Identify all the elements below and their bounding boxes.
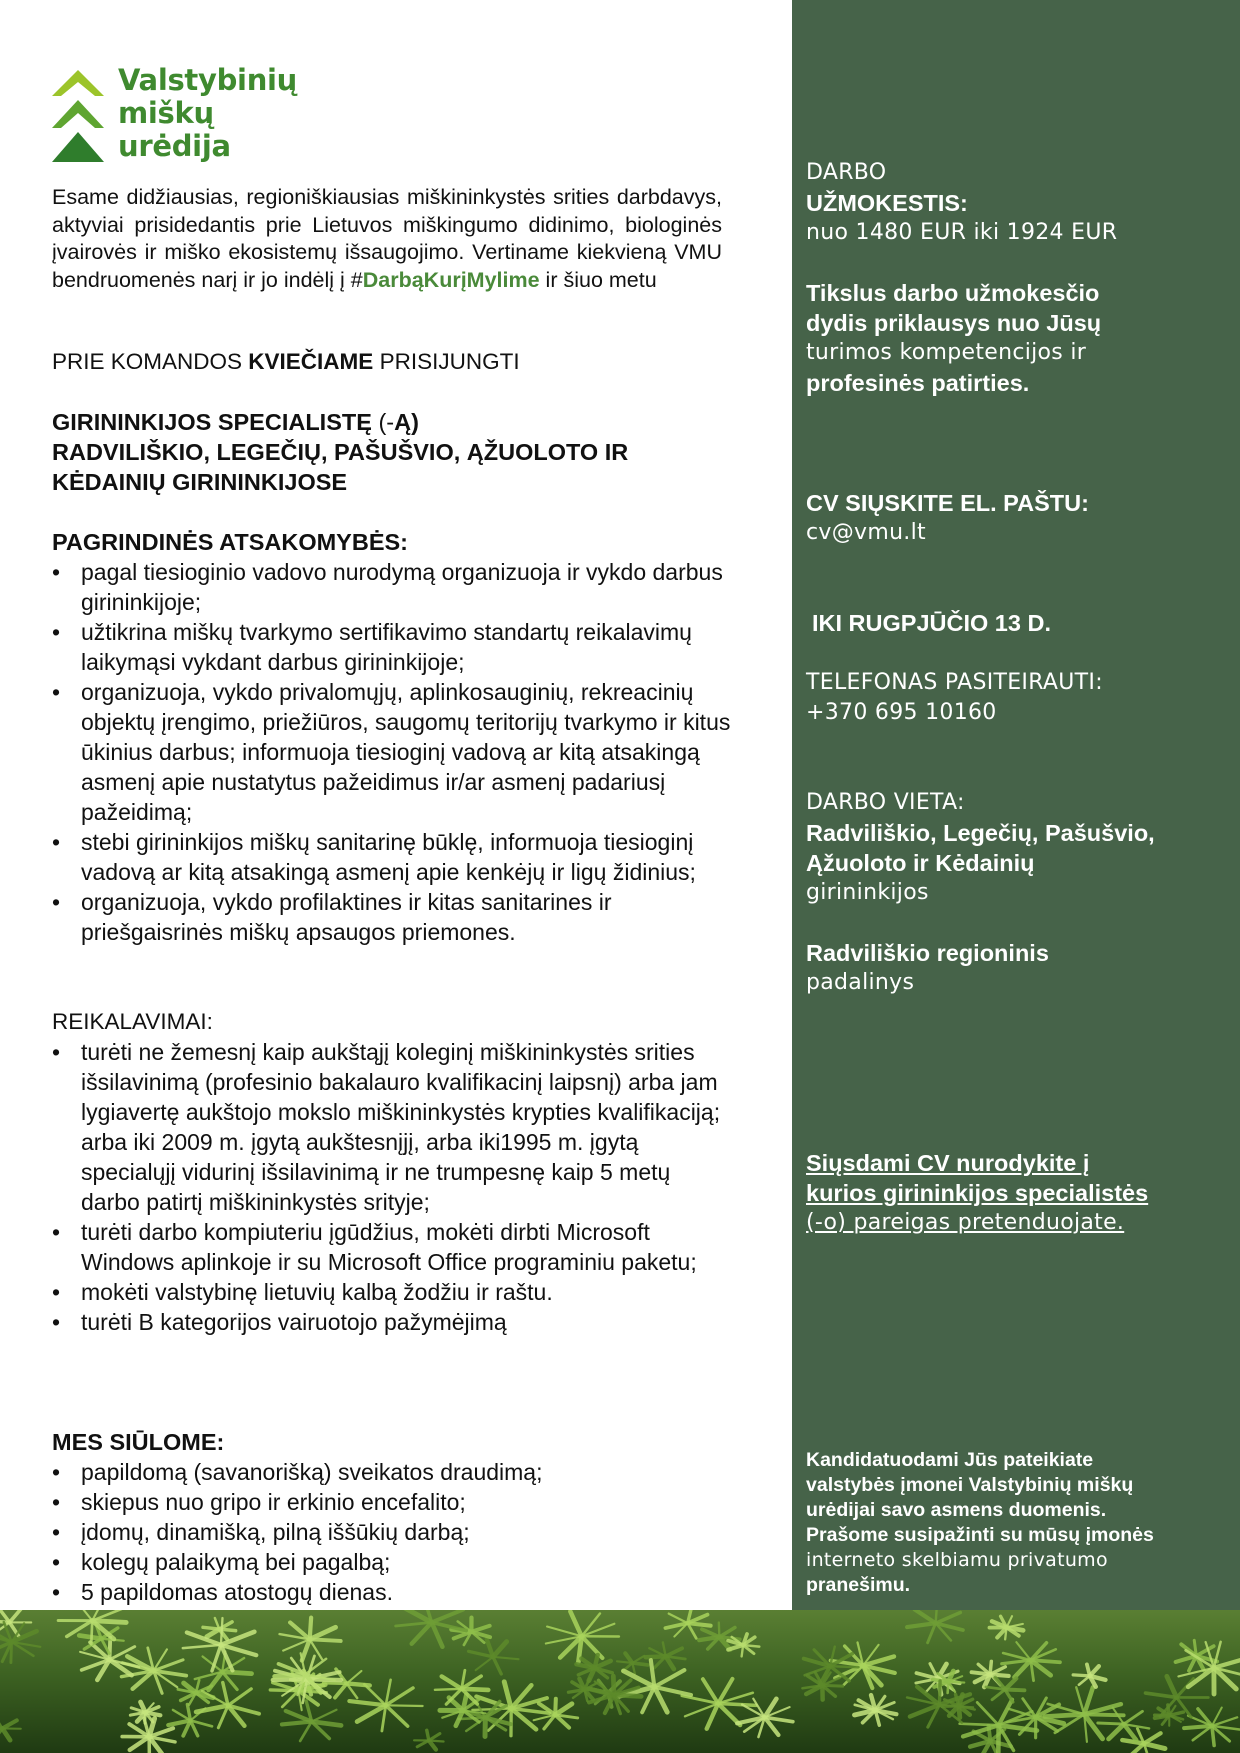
workplace-block [806,788,1226,908]
phone-block [806,668,1226,728]
cv-block [806,488,1226,548]
phone-number[interactable]: +370 695 10160 [806,700,997,725]
unit-block [806,938,1226,998]
moss-frond [1177,1679,1194,1698]
cv-note-line-2: kurios girininkijos specialistės [806,1180,1149,1206]
moss-frond [666,1648,682,1656]
moss-frond [1122,1740,1144,1743]
moss-frond [462,1689,489,1690]
cv-email-link[interactable]: cv@vmu.lt [806,520,926,545]
list-item: • 5 papildomas atostogų dienas. [52,1577,732,1607]
moss-frond [613,1676,614,1695]
exact-salary-note [806,278,1226,398]
moss-frond [145,1707,158,1713]
list-item: • kolegų palaikymą bei pagalbą; [52,1547,732,1577]
moss-frond [493,1657,501,1674]
vmu-logo [52,63,298,174]
moss-frond [719,1623,720,1637]
moss-frond [91,1621,92,1645]
moss-frond [187,1632,221,1644]
cv-note-line-3: (-o) pareigas pretenduojate. [806,1210,1125,1235]
moss-frond [386,1705,423,1706]
logo-line-2: miškų [118,96,214,130]
moss-frond [435,1689,462,1690]
moss-frond [2,1720,16,1728]
moss-frond [669,1614,688,1624]
moss-frond [992,1690,1005,1700]
privacy-line-2: valstybės įmonei Valstybinių miškų [806,1474,1134,1496]
moss-frond [555,1704,572,1715]
responsibilities-section [52,527,732,947]
list-item: • užtikrina miškų tvarkymo sertifikavimo standartų reikalavimų laikymąsi vykdant darbus girininkijoje; [52,617,732,677]
moss-frond [1045,1714,1084,1716]
moss-frond [493,1642,507,1657]
moss-frond [471,1626,489,1632]
moss-frond [347,1671,362,1684]
tree-logo-icon [52,66,104,166]
moss-frond [10,1610,21,1622]
requirements-heading: REIKALAVIMAI: [52,1009,213,1034]
invite-line [52,347,732,377]
job-title-end: Ą) [394,409,419,435]
job-title-line-2: RADVILIŠKIO, LEGEČIŲ, PAŠUŠVIO, ĄŽUOLOTO IR [52,439,629,465]
moss-frond [203,1627,219,1629]
privacy-notice [806,1448,1226,1598]
moss-frond [1196,1646,1213,1656]
moss-frond [960,1724,999,1726]
moss-frond [228,1689,251,1706]
job-title-line-1 [52,407,732,437]
exact-line-2: dydis priklausys nuo Jūsų [806,310,1102,336]
privacy-line-6: pranešimu. [806,1574,911,1596]
moss-frond [1212,1726,1214,1746]
list-item: • stebi girininkijos miškų sanitarinę būklę, informuoja tiesioginį vadovą ar kitą atsakingą asmenį apie kenkėjų ir ligų židinius; [52,827,732,887]
moss-frond [1167,1676,1177,1697]
moss-photo [0,1610,1240,1753]
moss-frond [493,1657,519,1659]
intro-paragraph [52,184,722,294]
salary-label-1: DARBO [806,160,887,185]
list-item: • pagal tiesioginio vadovo nurodymą organizuoja ir vykdo darbus girininkijoje; [52,557,732,617]
job-title-mid: (- [371,409,395,435]
moss-frond [1098,1723,1124,1724]
hashtag: DarbąKurįMylime [362,267,540,292]
responsibilities-heading: PAGRINDINĖS ATSAKOMYBĖS: [52,529,408,555]
privacy-line-4: Prašome susipažinti su mūsų įmonės [806,1524,1154,1546]
moss-frond [1144,1743,1165,1748]
moss-frond [1090,1666,1099,1676]
cv-label: CV SIŲSKITE EL. PAŠTU: [806,490,1089,516]
cv-note-line-1: Siųsdami CV nurodykite į [806,1150,1090,1176]
moss-frond [335,1683,347,1697]
workplace-label: DARBO VIETA: [806,790,965,815]
moss-frond [222,1672,251,1674]
moss-frond [907,1623,936,1627]
privacy-line-3: urėdijai savo asmens duomenis. [806,1499,1107,1521]
moss-frond [1194,1640,1196,1656]
moss-frond [310,1618,311,1640]
moss-frond [914,1610,935,1623]
moss-frond [702,1629,719,1637]
moss-frond [1144,1733,1161,1743]
moss-frond [936,1612,961,1623]
salary-label-2: UŽMOKESTIS: [806,190,968,216]
offer-list [52,1457,732,1607]
phone-label: TELEFONAS PASITEIRAUTI: [806,670,1103,695]
unit-line-1: Radviliškio regioninis [806,940,1049,966]
moss-frond [357,1705,386,1721]
logo-wordmark [118,64,297,163]
moss-frond [1076,1687,1084,1714]
invite-bold: KVIEČIAME [248,349,374,374]
job-title [52,407,732,497]
moss-frond [632,1663,647,1665]
moss-frond [312,1710,337,1722]
moss-frond [1124,1711,1143,1724]
salary-value: nuo 1480 EUR iki 1924 EUR [806,220,1118,245]
list-item: • papildomą (savanorišką) sveikatos draudimą; [52,1457,732,1487]
moss-frond [1109,1724,1124,1739]
moss-frond [977,1702,998,1725]
moss-frond [109,1638,110,1660]
list-item: • turėti darbo kompiuteriu įgūdžius, mokėti dirbti Microsoft Windows aplinkoje ir su Microsoft Office programiniu paketu; [52,1217,732,1277]
moss-frond [305,1659,326,1675]
moss-frond [412,1622,432,1643]
workplace-line-1: Radviliškio, Legečių, Pašušvio, [806,820,1155,846]
exact-line-4: profesinės patirties. [806,370,1030,396]
moss-frond [386,1705,408,1726]
offer-section [52,1427,732,1607]
moss-frond [442,1676,462,1688]
responsibilities-list [52,557,732,947]
workplace-line-3: girininkijos [806,880,929,905]
list-item: • įdomų, dinamišką, pilną iššūkių darbą; [52,1517,732,1547]
list-item: • mokėti valstybinę lietuvių kalbą žodžiu ir raštu. [52,1277,732,1307]
moss-frond [429,1734,440,1741]
list-item: • skiepus nuo gripo ir erkinio encefalito; [52,1487,732,1517]
offer-heading: MES SIŪLOME: [52,1429,225,1455]
moss-frond [939,1681,940,1705]
moss-frond [1145,1693,1176,1697]
unit-line-2: padalinys [806,970,915,995]
list-item: • organizuoja, vykdo profilaktines ir kitas sanitarines ir priešgaisrinės miškų apsaugos priemones. [52,887,732,947]
invite-post: PRISIJUNGTI [373,349,520,374]
list-item: • turėti ne žemesnį kaip aukštąjį koleginį miškininkystės srities išsilavinimą (profesinio bakalauro kvalifikacinį laipsnį) arba jam lygiavertę aukštojo mokslo miškininkystės krypties kvalifikaciją; arba iki 2009 m. įgytą aukštesnįjį, arba iki1995 m. įgytą specialųjį vidurinį išsilavinimą ir ne trumpesnę kaip 5 metų darbo patirtį miškininkystės srityje; [52,1037,732,1217]
requirements-list [52,1037,732,1337]
moss-frond [1184,1726,1212,1728]
moss-frond [646,1656,666,1657]
privacy-line-1: Kandidatuodami Jūs pateikiate [806,1449,1094,1471]
moss-frond [1073,1675,1090,1676]
moss-frond [221,1618,223,1645]
requirements-section [52,1007,732,1337]
exact-line-1: Tikslus darbo užmokesčio [806,280,1100,306]
moss-frond [275,1674,305,1676]
moss-frond [718,1703,756,1705]
list-item: • turėti B kategorijos vairuotojo pažymėjimą [52,1307,732,1337]
moss-image [0,1610,1240,1753]
moss-frond [76,1610,93,1621]
logo-line-3: urėdija [118,129,231,163]
intro-tail: ir šiuo metu [539,267,657,292]
privacy-link-text[interactable]: interneto skelbiamu privatumo [806,1549,1108,1571]
list-item: • organizuoja, vykdo privalomųjų, aplinkosauginių, rekreacinių objektų įrengimo, priežiūros, saugomų teritorijų tvarkymo ir kitus ūkinius darbus; informuoja tiesioginį vadovą ar kitą atsakingą asmenį apie nustatytus pažeidimus ir/ar asmenį padariusį pažeidimą; [52,677,732,827]
moss-frond [196,1705,228,1711]
salary-block [806,158,1226,248]
moss-frond [310,1627,336,1639]
moss-frond [2,1728,10,1740]
moss-frond [476,1657,493,1670]
job-title-main: GIRININKIJOS SPECIALISTĘ [52,409,372,435]
moss-frond [654,1670,684,1687]
moss-frond [183,1645,221,1648]
exact-line-3: turimos kompetencijos ir [806,340,1087,365]
moss-frond [830,1666,858,1667]
workplace-line-2: Ąžuoloto ir Kėdainių [806,850,1035,876]
logo-line-1: Valstybinių [118,63,298,97]
cv-note [806,1148,1226,1238]
deadline: IKI RUGPJŪČIO 13 D. [812,610,1051,636]
moss-frond [719,1627,735,1637]
moss-frond [310,1639,322,1659]
invite-pre: PRIE KOMANDOS [52,349,249,374]
job-title-line-3: KĖDAINIŲ GIRININKIJOSE [52,469,348,495]
moss-frond [130,1737,149,1750]
intro-text: Esame didžiausias, regioniškiausias miškininkystės srities darbdavys, aktyviai prisidedantis prie Lietuvos miškingumo didinimo, biologinės įvairovės ir miško ekosistemų išsaugojimo. Vertiname kiekvieną VMU bendruomenės narį ir jo indėlį į # [52,185,722,292]
info-panel [792,0,1240,1610]
